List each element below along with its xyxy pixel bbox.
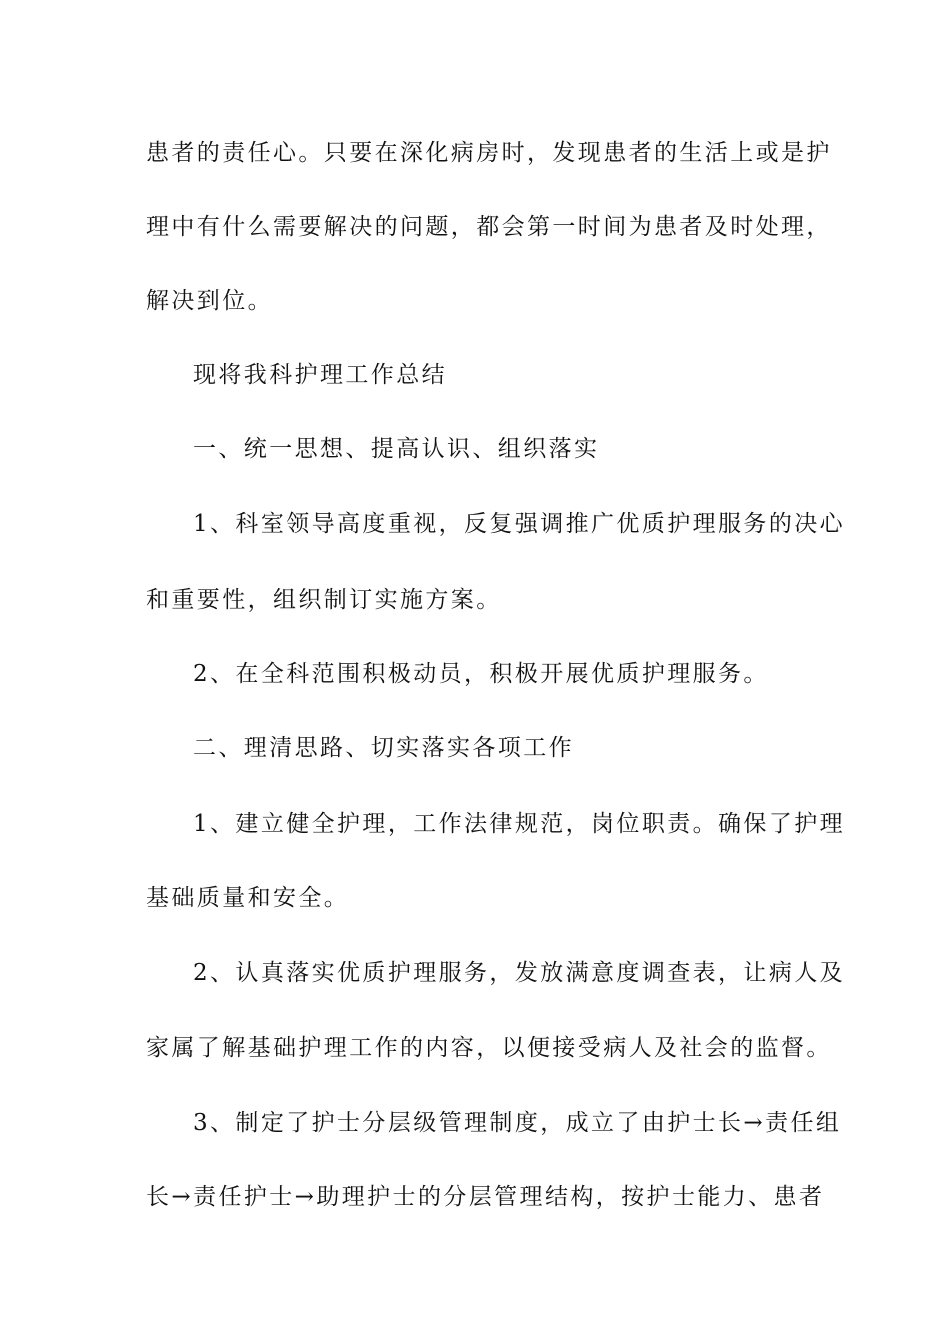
- section-heading-2: 二、理清思路、切实落实各项工作: [193, 735, 574, 761]
- text-line: 1、科室领导高度重视，反复强调推广优质护理服务的决心: [193, 511, 846, 537]
- text-line: 2、在全科范围积极动员，积极开展优质护理服务。: [193, 661, 769, 687]
- section-heading-1: 一、统一思想、提高认识、组织落实: [193, 436, 600, 462]
- text-line: 患者的责任心。只要在深化病房时，发现患者的生活上或是护: [146, 140, 832, 166]
- text-line: 3、制定了护士分层级管理制度，成立了由护士长→责任组: [193, 1110, 842, 1136]
- text-line: 家属了解基础护理工作的内容，以便接受病人及社会的监督。: [146, 1035, 832, 1061]
- text-line: 和重要性，组织制订实施方案。: [146, 587, 502, 613]
- text-line: 1、建立健全护理，工作法律规范，岗位职责。确保了护理: [193, 811, 846, 837]
- text-line: 理中有什么需要解决的问题，都会第一时间为患者及时处理，: [146, 214, 832, 240]
- text-line: 2、认真落实优质护理服务，发放满意度调查表，让病人及: [193, 960, 846, 986]
- text-line: 基础质量和安全。: [146, 885, 350, 911]
- section-intro: 现将我科护理工作总结: [193, 362, 447, 388]
- text-line: 长→责任护士→助理护士的分层管理结构，按护士能力、患者: [146, 1184, 825, 1210]
- text-line: 解决到位。: [146, 288, 273, 314]
